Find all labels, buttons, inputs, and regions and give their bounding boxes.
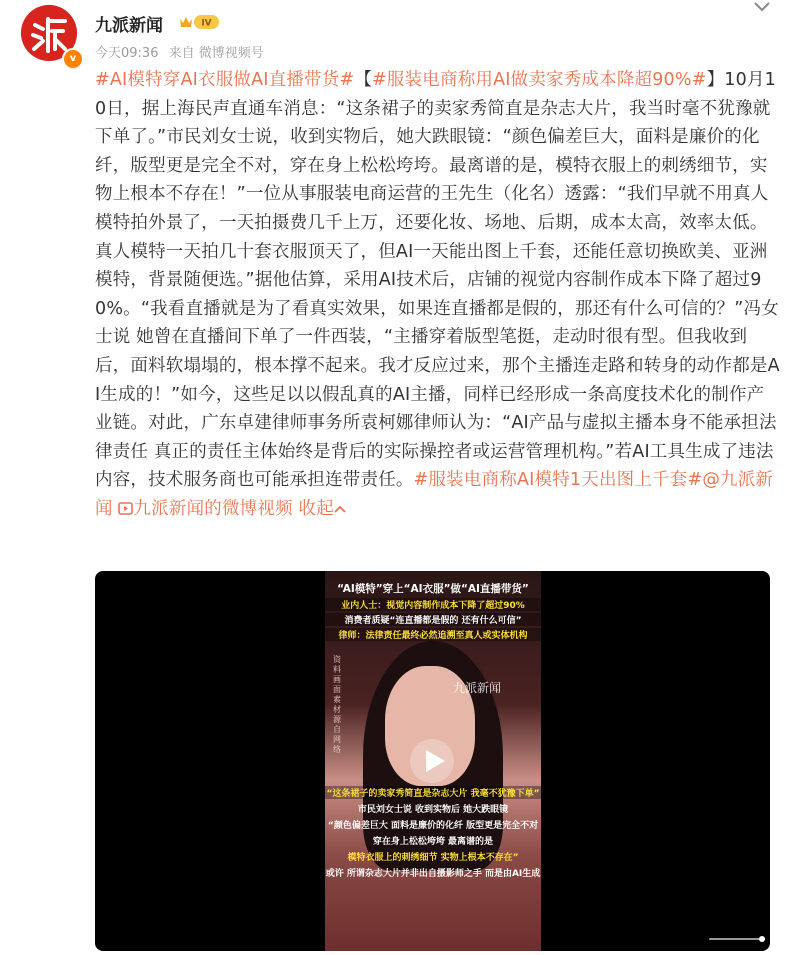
chevron-up-icon [334,504,346,514]
overlay-line: 消费者质疑“连直播都是假的 还有什么可信” [325,613,541,626]
video-icon [118,502,133,515]
play-icon[interactable] [409,738,455,784]
overlay-line: 律师：法律责任最终必然追溯至真人或实体机构 [325,628,541,641]
post-meta [95,42,264,61]
overlay-title: “AI模特”穿上“AI衣服”做“AI直播带货” [337,583,529,595]
overlay-line: 业内人士：视觉内容制作成本下降了超过90% [325,598,541,611]
collapse-button[interactable] [299,499,346,519]
overlay-caption: 模特衣服上的刺绣细节 实物上根本不存在” [347,853,519,863]
overlay-caption: 市民刘女士说 收到实物后 她大跌眼镜 [357,805,509,815]
post-text [95,66,780,524]
verified-badge-icon: v [62,48,84,70]
vip-badge-icon [177,13,221,31]
overlay-caption: 穿在身上松松垮垮 最离谱的是 [372,837,494,847]
post-body: 10月10日，据上海民声直通车消息：“这条裙子的卖家秀简直是杂志大片，我当时毫不犹豫就下单了。”市民刘女士说，收到实物后，她大跌眼镜：“颜色偏差巨大，面料是廉价的化纤，版型更是完全不对，穿在身上松松垮垮。最离谱的是，模特衣服上的刺绣细节，实物上根本不存在！”一位从事服装电商运营的王先生（化名）透露：“我们早就不用真人模特拍外景了，一天拍摄费几千上万，还要化妆、场地、后期，成本太高，效率太低。真人模特一天拍几十套衣服顶天了，但AI一天能出图上千套，还能任意切换欧美、亚洲模特，背景随便选。”据他估算，采用AI技术后，店铺的视觉内容制作成本下降了超过90%。“我看直播就是为了看真实效果，如果连直播都是假的，那还有什么可信的？”冯女士说 她曾在直播间下单了一件西装，“主播穿着版型笔挺，走动时很有型。但我收到后，面料软塌塌的，根本撑不起来。我才反应过来，那个主播连走路和转身的动作都是AI生成的！”如今，这些足以以假乱真的AI主播，同样已经形成一条高度技术化的制作产业链。对此，广东卓建律师事务所袁柯娜律师认为：“AI产品与虚拟主播本身不能承担法律责任 真正的责任主体始终是背后的实际操控者或运营管理机构。”若AI工具生成了违法内容，技术服务商也可能承担连带责任。 [95,70,780,491]
mention-link[interactable]: @九派新闻 [95,470,774,519]
progress-handle[interactable] [759,936,765,942]
video-link[interactable] [118,499,292,519]
post-time[interactable]: 今天09:36 [95,46,159,61]
progress-track [709,938,765,940]
bracket-close: 】 [706,70,725,90]
video-watermark: 九派新闻 [453,681,502,695]
collapse-label: 收起 [298,498,334,519]
hashtag-link[interactable]: #服装电商称用AI做卖家秀成本降超90%# [372,70,707,90]
source-prefix: 来自 [168,46,195,61]
overlay-caption: “颜色偏差巨大 面料是廉价的化纤 版型更是完全不对 [327,821,539,831]
video-progress[interactable] [709,936,765,942]
overlay-side-text: 资料画面素材源自网络 [333,655,341,754]
overlay-caption: 或许 所谓杂志大片并非出自摄影师之手 而是由AI生成 [325,869,541,879]
post-source[interactable]: 微博视频号 [198,46,264,61]
overlay-caption: “这条裙子的卖家秀简直是杂志大片 我毫不犹豫下单” [325,786,541,799]
author-name[interactable]: 九派新闻 [95,16,163,36]
video-link-label: 九派新闻的微博视频 [133,498,293,519]
vip-level-label: IV [201,18,212,29]
chevron-down-icon[interactable] [753,0,771,14]
hashtag-link[interactable]: #AI模特穿AI衣服做AI直播带货# [95,70,355,90]
video-player[interactable] [95,571,770,951]
hashtag-link[interactable]: #服装电商称AI模特1天出图上千套# [413,470,703,491]
bracket-open: 【 [354,70,373,90]
